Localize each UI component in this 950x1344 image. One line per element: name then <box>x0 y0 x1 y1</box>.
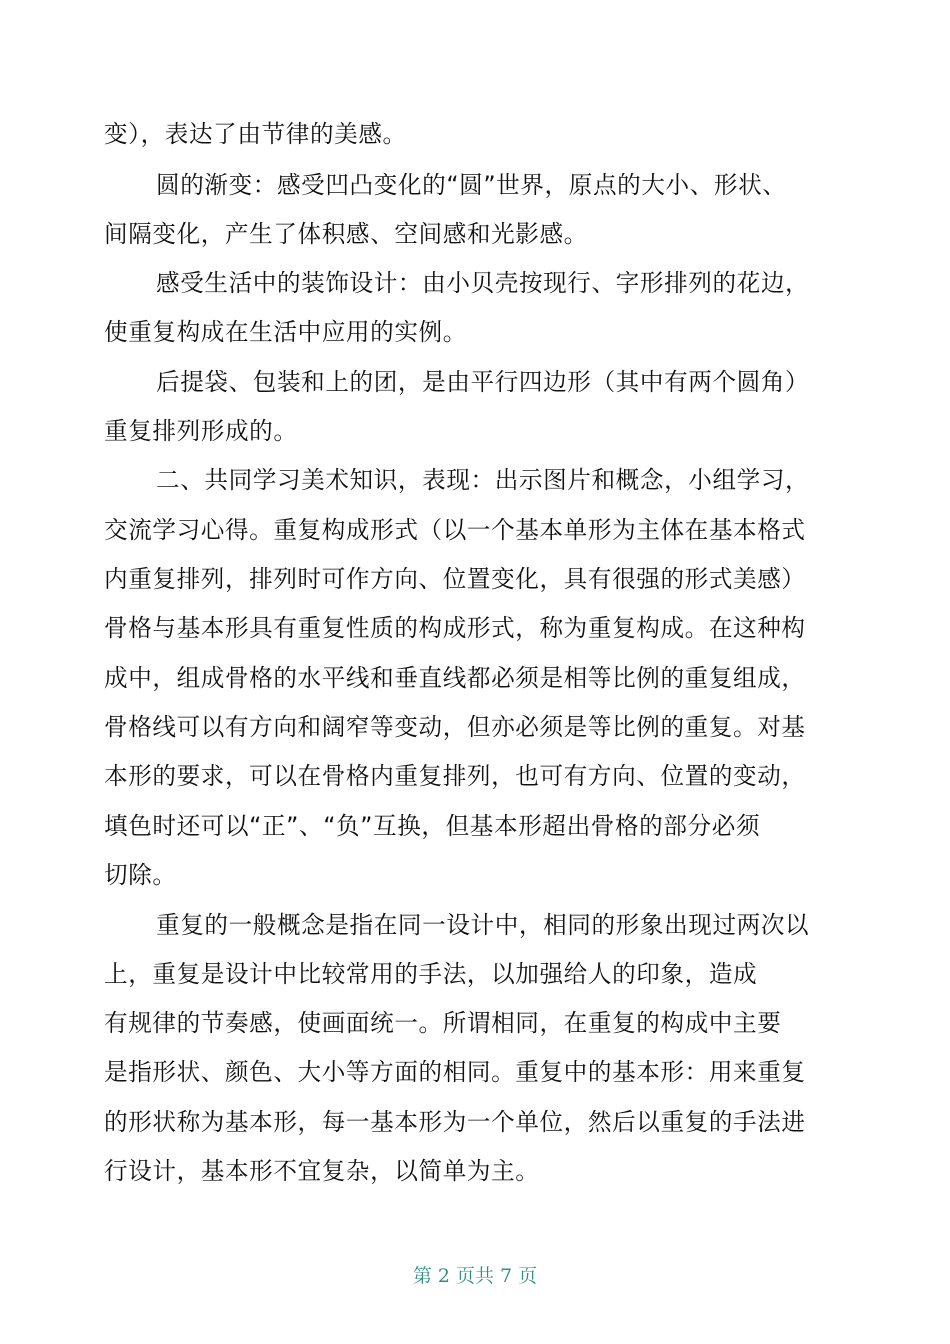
paragraph-line: 交流学习心得。重复构成形式（以一个基本单形为主体在基本格式 <box>104 516 806 544</box>
paragraph-line: 行设计，基本形不宜复杂，以简单为主。 <box>104 1157 540 1185</box>
paragraph-line: 切除。 <box>104 861 177 889</box>
paragraph-line: 内重复排列，排列时可作方向、位置变化，具有很强的形式美感） <box>104 565 806 593</box>
paragraph-line: 使重复构成在生活中应用的实例。 <box>104 318 467 346</box>
paragraph-line: 上，重复是设计中比较常用的手法，以加强给人的印象，造成 <box>104 960 758 988</box>
page-number-footer: 第 2 页共 7 页 <box>412 1265 538 1287</box>
paragraph-line: 后提袋、包装和上的团，是由平行四边形（其中有两个圆角） <box>156 368 810 396</box>
paragraph-line: 骨格与基本形具有重复性质的构成形式，称为重复构成。在这种构 <box>104 614 806 642</box>
paragraph-line: 间隔变化，产生了体积感、空间感和光影感。 <box>104 220 588 248</box>
paragraph-line: 圆的渐变：感受凹凸变化的“圆”世界，原点的大小、形状、 <box>156 171 787 199</box>
paragraph-line: 本形的要求，可以在骨格内重复排列，也可有方向、位置的变动， <box>104 762 806 790</box>
paragraph-line: 感受生活中的装饰设计：由小贝壳按现行、字形排列的花边， <box>156 269 810 297</box>
paragraph-line: 骨格线可以有方向和阔窄等变动，但亦必须是等比例的重复。对基 <box>104 713 806 741</box>
paragraph-line: 变），表达了由节律的美感。 <box>104 120 407 148</box>
paragraph-line: 填色时还可以“正”、“负”互换，但基本形超出骨格的部分必须 <box>104 812 761 840</box>
paragraph-line: 有规律的节奏感，使画面统一。所谓相同，在重复的构成中主要 <box>104 1009 782 1037</box>
paragraph-line: 是指形状、颜色、大小等方面的相同。重复中的基本形：用来重复 <box>104 1058 806 1086</box>
section-heading-line: 二、共同学习美术知识，表现：出示图片和概念，小组学习， <box>156 466 810 494</box>
paragraph-line: 成中，组成骨格的水平线和垂直线都必须是相等比例的重复组成， <box>104 664 806 692</box>
paragraph-line: 重复排列形成的。 <box>104 417 298 445</box>
paragraph-line: 的形状称为基本形，每一基本形为一个单位，然后以重复的手法进 <box>104 1108 806 1136</box>
paragraph-line: 重复的一般概念是指在同一设计中，相同的形象出现过两次以 <box>156 911 810 939</box>
